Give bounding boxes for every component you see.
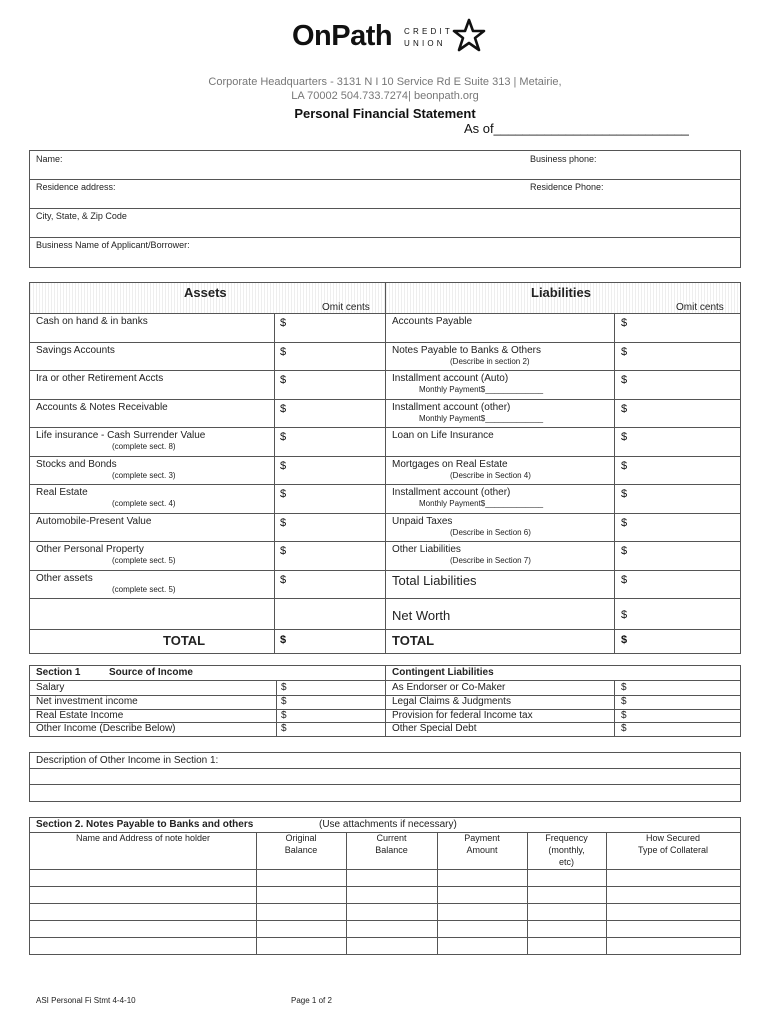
contingent-row-label: Legal Claims & Judgments xyxy=(392,695,511,707)
logo-wordmark: OnPath xyxy=(292,20,393,52)
asset-row-label: Other assets xyxy=(36,572,93,584)
liability-dollar-field[interactable]: $ xyxy=(621,488,628,500)
assets-total-label: TOTAL xyxy=(163,633,206,648)
section2-column-header: Original xyxy=(285,833,317,843)
section1-subtitle: Source of Income xyxy=(109,667,193,678)
asset-row-label: Savings Accounts xyxy=(36,344,115,356)
asset-dollar-field[interactable]: $ xyxy=(280,345,287,358)
header-address-line1: Corporate Headquarters - 3131 N I 10 Service Rd E Suite 313 | Metairie, xyxy=(208,76,562,88)
liability-row-label: Other Liabilities xyxy=(392,544,461,555)
total-liabilities-dollar[interactable]: $ xyxy=(621,573,628,586)
asset-row-note: (complete sect. 4) xyxy=(112,499,176,508)
contingent-row-label: As Endorser or Co-Maker xyxy=(392,682,506,693)
liability-dollar-field[interactable]: $ xyxy=(621,459,628,472)
asset-dollar-field[interactable]: $ xyxy=(280,516,287,529)
liability-row-label: Loan on Life Insurance xyxy=(392,430,494,441)
asset-dollar-field[interactable]: $ xyxy=(280,488,287,500)
assets-liabilities-table xyxy=(29,282,741,654)
liability-row-label: Notes Payable to Banks & Others xyxy=(392,344,541,356)
liability-dollar-field[interactable]: $ xyxy=(621,345,628,358)
liability-row-note: Monthly Payment$_____________ xyxy=(419,385,544,394)
footer-page-number: Page 1 of 2 xyxy=(291,996,332,1005)
footer-form-id: ASI Personal Fi Stmt 4-4-10 xyxy=(36,996,136,1005)
asset-row-label: Accounts & Notes Receivable xyxy=(36,401,168,413)
header-address-line2: LA 70002 504.733.7274| beonpath.org xyxy=(291,90,479,102)
section1-income-table xyxy=(29,665,741,737)
liability-dollar-field[interactable]: $ xyxy=(621,516,628,529)
assets-omit-cents: Omit cents xyxy=(322,302,370,313)
section2-column-header: Amount xyxy=(466,845,498,855)
applicant-info-box xyxy=(29,150,741,268)
asset-row-label: Stocks and Bonds xyxy=(36,458,117,470)
liabilities-total-dollar[interactable]: $ xyxy=(621,634,628,646)
liabilities-title: Liabilities xyxy=(531,285,591,300)
asset-row-label: Real Estate xyxy=(36,487,88,498)
section1-title: Section 1 xyxy=(36,667,81,678)
section2-column-header: etc) xyxy=(558,857,574,867)
section2-notes-payable-table xyxy=(29,817,741,955)
liability-row-label: Mortgages on Real Estate xyxy=(392,458,508,470)
liability-dollar-field[interactable]: $ xyxy=(621,431,628,443)
asset-dollar-field[interactable]: $ xyxy=(280,431,287,443)
asset-row-label: Other Personal Property xyxy=(36,544,144,555)
assets-total-dollar[interactable]: $ xyxy=(280,634,287,646)
liability-row-note: (Describe in Section 7) xyxy=(450,556,531,565)
income-row-label: Real Estate Income xyxy=(36,709,124,721)
page-title: Personal Financial Statement xyxy=(294,106,476,121)
as-of-field[interactable]: As of___________________________ xyxy=(464,121,689,136)
asset-row-label: Life insurance - Cash Surrender Value xyxy=(36,430,206,441)
contingent-row-label: Other Special Debt xyxy=(392,723,477,735)
section2-column-header: Current xyxy=(376,833,407,843)
residence-phone-label: Residence Phone: xyxy=(530,182,604,192)
section2-column-header: (monthly, xyxy=(548,845,585,855)
liability-row-note: Monthly Payment$_____________ xyxy=(419,499,544,508)
asset-dollar-field[interactable]: $ xyxy=(280,402,287,415)
liability-row-label: Installment account (other) xyxy=(392,401,511,413)
liability-row-note: (Describe in section 2) xyxy=(450,356,530,366)
income-dollar-field[interactable]: $ xyxy=(281,682,287,693)
liability-row-label: Accounts Payable xyxy=(392,316,473,327)
liabilities-omit-cents: Omit cents xyxy=(676,302,724,313)
contingent-dollar-field[interactable]: $ xyxy=(621,723,627,735)
section2-title: Section 2. Notes Payable to Banks and others xyxy=(36,819,254,830)
section2-column-header: Balance xyxy=(375,845,408,855)
asset-dollar-field[interactable]: $ xyxy=(280,573,287,586)
income-dollar-field[interactable]: $ xyxy=(281,723,287,735)
liabilities-total-label: TOTAL xyxy=(392,633,435,648)
income-dollar-field[interactable]: $ xyxy=(281,695,287,707)
liability-dollar-field[interactable]: $ xyxy=(621,317,628,329)
business-name-label: Business Name of Applicant/Borrower: xyxy=(36,240,190,250)
liability-row-label: Installment account (other) xyxy=(392,487,511,498)
assets-title: Assets xyxy=(184,285,227,300)
section2-column-header: Type of Collateral xyxy=(637,845,709,855)
income-row-label: Other Income (Describe Below) xyxy=(36,723,176,735)
asset-row-note: (complete sect. 3) xyxy=(112,470,176,480)
asset-dollar-field[interactable]: $ xyxy=(280,459,287,472)
asset-row-label: Cash on hand & in banks xyxy=(36,316,148,327)
logo-union-text: UNION xyxy=(404,39,446,48)
liability-dollar-field[interactable]: $ xyxy=(621,402,628,415)
liability-row-note: (Describe in Section 6) xyxy=(450,527,531,537)
section2-column-header: Name and Address of note holder xyxy=(75,833,211,843)
section2-note: (Use attachments if necessary) xyxy=(319,819,457,830)
net-worth-dollar[interactable]: $ xyxy=(621,609,628,621)
total-liabilities-label: Total Liabilities xyxy=(392,572,477,588)
liability-row-note: (Describe in Section 4) xyxy=(450,470,531,480)
asset-row-label: Automobile-Present Value xyxy=(36,515,152,527)
contingent-liabilities-title: Contingent Liabilities xyxy=(392,667,494,678)
net-worth-label: Net Worth xyxy=(392,608,451,623)
income-row-label: Salary xyxy=(36,682,65,693)
logo-credit-text: CREDIT xyxy=(404,27,453,36)
contingent-row-label: Provision for federal Income tax xyxy=(392,709,533,721)
city-state-zip-label: City, State, & Zip Code xyxy=(36,211,127,221)
asset-row-note: (complete sect. 8) xyxy=(112,442,176,451)
income-dollar-field[interactable]: $ xyxy=(281,709,287,721)
asset-dollar-field[interactable]: $ xyxy=(280,317,287,329)
section2-column-header: Balance xyxy=(284,845,318,855)
liability-dollar-field[interactable]: $ xyxy=(621,374,628,386)
asset-row-note: (complete sect. 5) xyxy=(112,584,176,594)
asset-row-label: Ira or other Retirement Accts xyxy=(36,373,164,384)
asset-dollar-field[interactable]: $ xyxy=(280,374,287,386)
onpath-logo xyxy=(292,18,492,58)
residence-address-label: Residence address: xyxy=(36,182,116,192)
liability-row-label: Unpaid Taxes xyxy=(392,515,453,527)
section2-column-header: Payment xyxy=(464,833,500,843)
liability-row-label: Installment account (Auto) xyxy=(392,373,509,384)
income-row-label: Net investment income xyxy=(36,695,138,707)
liability-dollar-field[interactable]: $ xyxy=(621,545,628,557)
contingent-dollar-field[interactable]: $ xyxy=(621,682,627,693)
contingent-dollar-field[interactable]: $ xyxy=(621,695,627,707)
asset-row-note: (complete sect. 5) xyxy=(112,556,176,565)
contingent-dollar-field[interactable]: $ xyxy=(621,709,627,721)
liability-row-note: Monthly Payment$_____________ xyxy=(419,413,544,423)
asset-dollar-field[interactable]: $ xyxy=(280,545,287,557)
section2-column-header: How Secured xyxy=(645,833,701,843)
business-phone-label: Business phone: xyxy=(530,154,597,164)
description-label: Description of Other Income in Section 1: xyxy=(36,755,219,766)
section2-column-header: Frequency xyxy=(545,833,588,843)
description-other-income-box xyxy=(29,752,741,802)
star-logo-icon xyxy=(452,18,486,54)
name-label: Name: xyxy=(36,154,63,164)
